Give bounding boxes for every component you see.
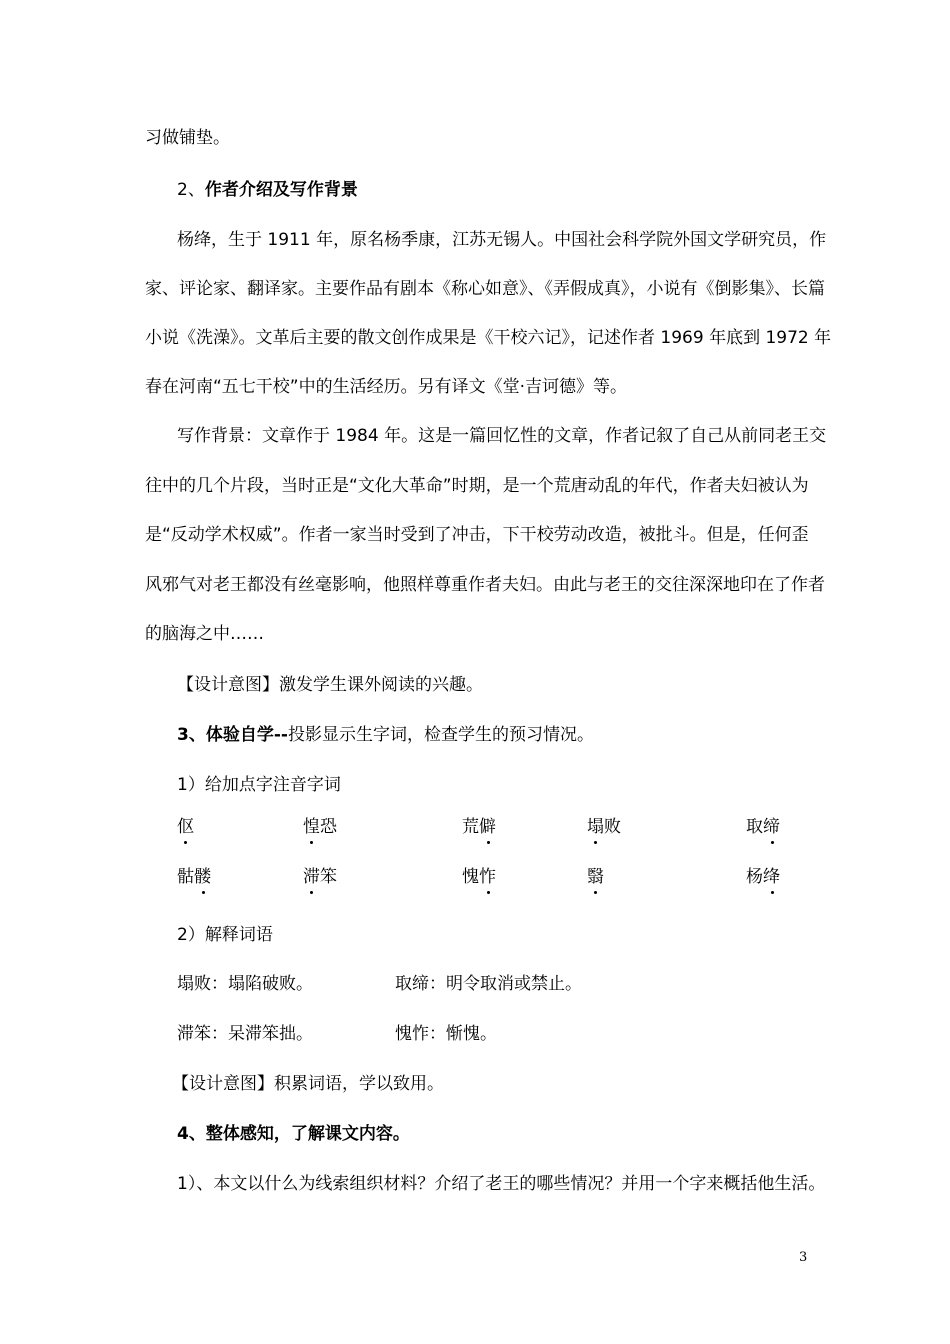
emphasis-dot [310,891,313,894]
vocab-word: 取缔 [746,817,780,837]
definition-3: 滞笨：呆滞笨拙。 [177,1024,313,1044]
definition-1: 塌败：塌陷破败。 [177,974,313,994]
bio-line-3: 小说《洗澡》。文革后主要的散文创作成果是《干校六记》，记述作者 1969 年底到 1972 年 [145,328,832,348]
emphasis-dot [310,841,313,844]
emphasis-dot [594,891,597,894]
vocab-word: 塌败 [587,817,621,837]
vocab-word: 翳 [587,867,604,887]
design-intent-2: 【设计意图】积累词语，学以致用。 [172,1074,444,1094]
subsection-2-heading: 2）解释词语 [177,925,273,945]
section-3-title: 3、体验自学-- [177,725,288,745]
section-2-title: 作者介绍及写作背景 [204,180,358,200]
definition-2: 取缔：明令取消或禁止。 [395,974,582,994]
page-number: 3 [799,1250,808,1265]
background-line-2: 往中的几个片段，当时正是“文化大革命”时期，是一个荒唐动乱的年代，作者夫妇被认为 [145,476,809,496]
background-line-4: 风邪气对老王都没有丝毫影响，他照样尊重作者夫妇。由此与老王的交往深深地印在了作者 [145,575,825,595]
vocab-word: 杨绛 [746,867,780,887]
definition-4: 愧怍：惭愧。 [395,1024,497,1044]
section-3-heading [177,723,807,747]
paragraph-intro-end: 习做铺垫。 [145,128,230,148]
subsection-1-heading: 1）给加点字注音字词 [177,775,341,795]
section-2-number: 2、 [177,180,205,200]
vocab-word: 愧怍 [462,867,496,887]
emphasis-dot [184,841,187,844]
vocab-word: 荒僻 [462,817,496,837]
section-3-text: 投影显示生字词，检查学生的预习情况。 [287,725,594,745]
vocab-word: 滞笨 [303,867,337,887]
background-line-5: 的脑海之中…… [145,624,264,644]
section-4-heading: 4、整体感知，了解课文内容。 [177,1124,410,1144]
background-line-3: 是“反动学术权威”。作者一家当时受到了冲击，下干校劳动改造，被批斗。但是，任何歪 [145,525,809,545]
vocab-word: 伛 [177,817,194,837]
emphasis-dot [202,891,205,894]
bio-line-1: 杨绛，生于 1911 年，原名杨季康，江苏无锡人。中国社会科学院外国文学研究员，作 [177,230,827,250]
bio-line-2: 家、评论家、翻译家。主要作品有剧本《称心如意》、《弄假成真》，小说有《倒影集》、长篇 [145,279,825,299]
section-2-heading [177,178,807,202]
design-intent-1: 【设计意图】激发学生课外阅读的兴趣。 [177,675,483,695]
question-1: 1）、本文以什么为线索组织材料？介绍了老王的哪些情况？并用一个字来概括他生活。 [177,1174,826,1194]
emphasis-dot [771,891,774,894]
emphasis-dot [487,841,490,844]
emphasis-dot [771,841,774,844]
emphasis-dot [594,841,597,844]
vocab-word: 惶恐 [303,817,337,837]
vocab-word: 骷髅 [177,867,211,887]
bio-line-4: 春在河南“五七干校”中的生活经历。另有译文《堂·吉诃德》等。 [145,377,628,397]
emphasis-dot [487,891,490,894]
background-line-1: 写作背景：文章作于 1984 年。这是一篇回忆性的文章，作者记叙了自己从前同老王交 [177,426,827,446]
